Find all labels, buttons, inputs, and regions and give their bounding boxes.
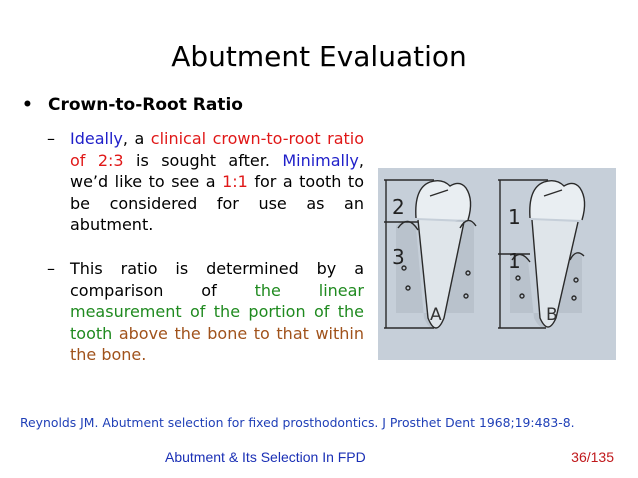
ideally-text: Ideally (70, 129, 123, 148)
tooth-diagram (378, 168, 616, 360)
sub-point-text (70, 128, 364, 236)
sub-point-text (70, 258, 364, 366)
text-segment: This ratio is determined by a comparison of (70, 259, 364, 300)
text-segment: for a tooth to be considered for use as an abutment. (70, 172, 364, 234)
tooth-a-crown-number: 2 (392, 195, 405, 219)
one-to-one-text: 1:1 (222, 172, 248, 191)
reference-citation: Reynolds JM. Abutment selection for fixed prosthodontics. J Prosthet Dent 1968;19:483-8. (20, 415, 575, 430)
text-segment: , a (122, 129, 151, 148)
tooth-a-root-number: 3 (392, 245, 405, 269)
tooth-b-crown-number: 1 (508, 205, 521, 229)
tooth-ratio-figure (378, 168, 616, 360)
bullet-dot: • (22, 95, 33, 115)
page-number: 36/135 (571, 449, 614, 465)
minimally-text: Minimally (282, 150, 359, 170)
text-segment: is sought after. (123, 150, 283, 170)
linear-measurement-text: the linear measurement of the portion of the tooth (70, 280, 365, 343)
figure-label-b: B (546, 305, 558, 325)
bone-comparison-text: above the bone to that within the bone. (70, 323, 364, 364)
sub-point-ideal-ratio (47, 128, 365, 236)
dash-marker: – (47, 259, 55, 278)
sub-point-determination (47, 258, 365, 366)
ratio-text: clinical crown-to-root ratio of 2:3 (70, 129, 365, 170)
text-segment: , we’d like to see a (70, 150, 364, 191)
tooth-b-root-number: 1 (508, 249, 521, 273)
slide-title: Abutment Evaluation (171, 40, 467, 73)
footer-title: Abutment & Its Selection In FPD (165, 449, 366, 465)
bullet-heading (22, 95, 243, 115)
dash-marker: – (47, 129, 55, 148)
bullet-heading-text: Crown-to-Root Ratio (48, 95, 243, 115)
figure-label-a: A (430, 305, 442, 325)
